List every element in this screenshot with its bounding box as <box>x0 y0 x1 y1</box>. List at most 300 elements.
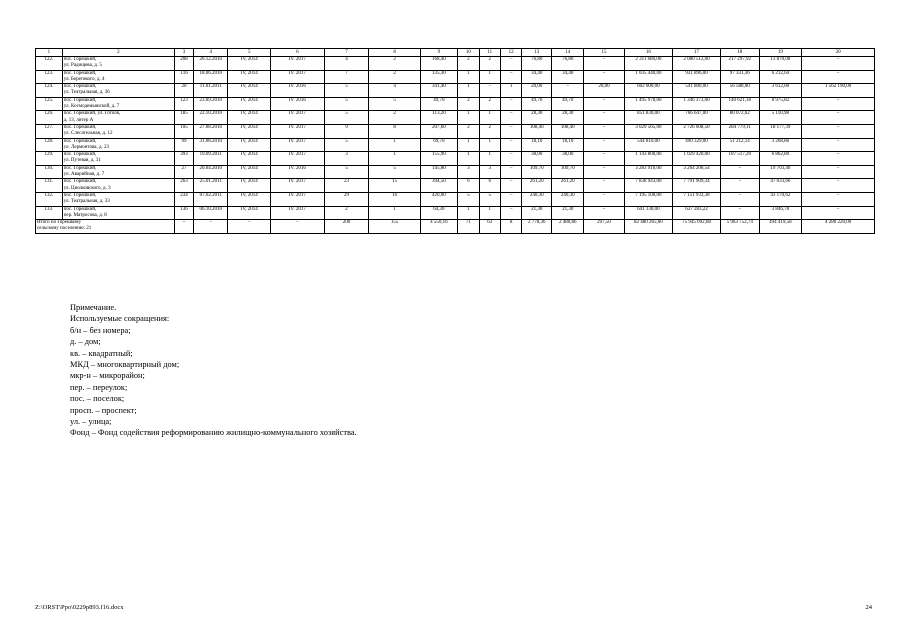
table-cell-c20: – <box>802 57 875 71</box>
table-cell-c9: 49,70 <box>420 97 457 111</box>
table-cell-c13: 261,20 <box>522 179 552 193</box>
table-cell-c9: 113,20 <box>420 111 457 125</box>
table-cell-c5: IV, 2014 <box>228 152 271 166</box>
table-cell-c17: 7 791 909,34 <box>672 179 720 193</box>
column-number-cell: 13 <box>522 49 552 57</box>
table-cell-c15: – <box>584 111 625 125</box>
address-line-1: пос. Горешкий, ул. Гоголя, <box>63 111 121 117</box>
table-cell-c18: 217 297,92 <box>721 57 759 71</box>
table-cell-c14: 76,80 <box>552 57 584 71</box>
table-cell-c5: IV, 2014 <box>228 165 271 179</box>
address-line-2: ул. Радищева, д. 5 <box>63 63 102 69</box>
table-cell-c20: – <box>802 179 875 193</box>
table-cell-c7: 9 <box>324 124 369 138</box>
address-line-1: пос. Горешкий, <box>63 192 97 198</box>
address-cell <box>62 179 174 193</box>
table-cell-c9: 394,50 <box>420 179 457 193</box>
abbreviation-item: б/н – без номера; <box>70 325 131 335</box>
table-cell-c16: 3 029 565,00 <box>624 124 672 138</box>
abbreviation-item: д. – дом; <box>70 337 101 347</box>
table-cell-c11: 6 <box>479 179 500 193</box>
abbreviation-item: МКД – многоквартирный дом; <box>70 360 180 370</box>
table-cell-c17: 1 029 420,00 <box>672 152 720 166</box>
abbreviations-heading: Используемые сокращения: <box>70 314 170 324</box>
table-cell-c6: IV. 2017 <box>271 124 324 138</box>
table-cell-c7: 5 <box>324 138 369 152</box>
address-line-2: ул. Берегового, д. 4 <box>63 76 105 82</box>
table-cell-c3: 99 <box>174 138 193 152</box>
address-line-1: пос. Горешкий, <box>63 165 97 171</box>
total-cell-c18: 5 963 752,74 <box>721 220 759 234</box>
table-cell-c14: 109,70 <box>552 165 584 179</box>
row-number-cell: 128. <box>36 138 63 152</box>
table-cell-c10: 2 <box>458 57 479 71</box>
column-number-cell: 7 <box>324 49 369 57</box>
table-cell-c14: – <box>552 84 584 98</box>
column-number-cell: 12 <box>500 49 521 57</box>
total-cell-c4: – <box>194 220 228 234</box>
table-cell-c17: 3 264 206,54 <box>672 165 720 179</box>
row-number-cell: 133. <box>36 206 63 220</box>
address-cell <box>62 138 174 152</box>
table-cell-c3: 185 <box>174 111 193 125</box>
table-cell-c18: 80 072,02 <box>721 111 759 125</box>
table-cell-c17: 931 896,00 <box>672 70 720 84</box>
table-cell-c9: 155,90 <box>420 152 457 166</box>
table-cell-c15: – <box>584 57 625 71</box>
table-cell-c5: IV, 2014 <box>228 70 271 84</box>
table-cell-c4: 22.10.2010 <box>194 111 228 125</box>
table-cell-c19: 6 212,64 <box>759 70 802 84</box>
address-cell <box>62 124 174 138</box>
table-cell-c6: IV. 2017 <box>271 206 324 220</box>
table-cell-c16: 7 838 943,00 <box>624 179 672 193</box>
table-cell-c20: – <box>802 124 875 138</box>
table-row <box>36 165 875 179</box>
column-number-cell: 19 <box>759 49 802 57</box>
address-cell <box>62 84 174 98</box>
table-cell-c4: 31.08.2010 <box>194 138 228 152</box>
table-cell-c4: 06.10.2010 <box>194 206 228 220</box>
table-cell-c15: – <box>584 192 625 206</box>
table-cell-c12: – <box>500 138 521 152</box>
table-cell-c3: 234 <box>174 192 193 206</box>
table-cell-c17: 2 080 512,00 <box>672 57 720 71</box>
table-cell-c14: 34,40 <box>552 70 584 84</box>
table-cell-c7: 2 <box>324 206 369 220</box>
address-line-2: ул. Космодемьянской, д. 7 <box>63 104 120 110</box>
abbreviation-item: Фонд – Фонд содействия реформированию жилищно-коммунального хозяйства. <box>70 428 357 438</box>
table-cell-c20: – <box>802 97 875 111</box>
abbreviation-item: пос. – поселок; <box>70 394 125 404</box>
table-cell-c3: 263 <box>174 179 193 193</box>
table-cell-c16: 1 035 440,00 <box>624 70 672 84</box>
address-line-2: д. 13, литер А <box>63 117 94 123</box>
table-cell-c15: 20,00 <box>584 84 625 98</box>
table-cell-c19: 13 870,08 <box>759 57 802 71</box>
total-cell-c17: 75 945 092,68 <box>672 220 720 234</box>
table-cell-c16: 3 283 910,00 <box>624 165 672 179</box>
table-cell-c13: 49,70 <box>522 97 552 111</box>
table-cell-c11: 1 <box>479 206 500 220</box>
column-number-cell: 17 <box>672 49 720 57</box>
table-row <box>36 111 875 125</box>
address-cell <box>62 97 174 111</box>
table-cell-c13: 108,40 <box>522 124 552 138</box>
table-cell-c20: 1 562 190,00 <box>802 84 875 98</box>
table-cell-c8: 4 <box>369 84 420 98</box>
total-cell-c5: – <box>228 220 271 234</box>
table-cell-c11: 5 <box>479 192 500 206</box>
column-number-cell: 18 <box>721 49 759 57</box>
table-row <box>36 84 875 98</box>
table-row <box>36 192 875 206</box>
table-cell-c16: 1 143 800,00 <box>624 152 672 166</box>
column-number-cell: 10 <box>458 49 479 57</box>
abbreviations-list <box>70 325 357 439</box>
table-cell-c4: 19.09.2011 <box>194 152 228 166</box>
total-cell-c14: 2 480,86 <box>552 220 584 234</box>
table-cell-c16: 602 000,00 <box>624 84 672 98</box>
table-cell-c10: 1 <box>458 111 479 125</box>
table-cell-c11: 2 <box>479 57 500 71</box>
table-cell-c17: 637 283,22 <box>672 206 720 220</box>
total-cell-c7: 206 <box>324 220 369 234</box>
table-cell-c9: 145,80 <box>420 165 457 179</box>
table-cell-c15: – <box>584 138 625 152</box>
column-number-cell: 1 <box>36 49 63 57</box>
table-cell-c20: – <box>802 152 875 166</box>
table-row <box>36 179 875 193</box>
table-cell-c20: – <box>802 70 875 84</box>
table-cell-c15: – <box>584 124 625 138</box>
table-cell-c15: – <box>584 70 625 84</box>
table-cell-c4: 20.04.2010 <box>194 165 228 179</box>
table-cell-c16: 2 311 680,00 <box>624 57 672 71</box>
row-number-cell: 125. <box>36 97 63 111</box>
table-cell-c10: 1 <box>458 138 479 152</box>
table-row <box>36 152 875 166</box>
table-cell-c6: IV. 2017 <box>271 192 324 206</box>
table-cell-c15: – <box>584 206 625 220</box>
address-line-2: ул. Циолковского, д. 3 <box>63 185 111 191</box>
address-line-2: ул. Аварийная, д. 7 <box>63 172 105 178</box>
total-cell-c20: 4 280 220,00 <box>802 220 875 234</box>
table-cell-c19: 43 170,62 <box>759 192 802 206</box>
table-cell-c5: IV, 2014 <box>228 111 271 125</box>
table-cell-c9: 420,00 <box>420 192 457 206</box>
table-row <box>36 124 875 138</box>
table-cell-c17: 7 151 933,38 <box>672 192 720 206</box>
abbreviation-item: просп. – проспект; <box>70 405 137 415</box>
table-cell-c4: 27.08.2010 <box>194 124 228 138</box>
total-cell-c9: 4 550,16 <box>420 220 457 234</box>
row-number-cell: 127. <box>36 124 63 138</box>
column-number-cell: 15 <box>584 49 625 57</box>
row-number-cell: 124. <box>36 84 63 98</box>
table-cell-c9: 168,40 <box>420 57 457 71</box>
address-line-2: ул. Слесательная, д. 12 <box>63 131 113 137</box>
column-number-cell: 14 <box>552 49 584 57</box>
table-row <box>36 138 875 152</box>
data-table <box>35 48 875 234</box>
table-cell-c5: IV, 2014 <box>228 138 271 152</box>
table-cell-c18: 97 331,36 <box>721 70 759 84</box>
table-cell-c4: 20.12.2010 <box>194 57 228 71</box>
table-cell-c8: 1 <box>369 152 420 166</box>
table-cell-c8: 2 <box>369 70 420 84</box>
total-label-cell <box>36 220 175 234</box>
table-cell-c8: 5 <box>369 97 420 111</box>
table-cell-c19: 3 846,78 <box>759 206 802 220</box>
table-cell-c13: 18,10 <box>522 138 552 152</box>
column-number-cell: 5 <box>228 49 271 57</box>
table-cell-c13: 20,00 <box>522 84 552 98</box>
table-cell-c12: – <box>500 124 521 138</box>
table-cell-c10: 2 <box>458 124 479 138</box>
table-cell-c18: – <box>721 165 759 179</box>
table-cell-c10: 1 <box>458 152 479 166</box>
table-cell-c7: 5 <box>324 84 369 98</box>
row-number-cell: 132. <box>36 192 63 206</box>
row-number-cell: 126. <box>36 111 63 125</box>
table-cell-c3: 20 <box>174 84 193 98</box>
table-cell-c8: 5 <box>369 165 420 179</box>
table-cell-c3: 105 <box>174 124 193 138</box>
column-number-cell: 11 <box>479 49 500 57</box>
table-cell-c14: 240,30 <box>552 192 584 206</box>
page-number: 24 <box>865 604 872 611</box>
table-cell-c20: – <box>802 111 875 125</box>
table-cell-c5: IV, 2014 <box>228 84 271 98</box>
table-cell-c18: 284 779,11 <box>721 124 759 138</box>
address-line-1: пос. Горешкий, <box>63 206 97 212</box>
total-cell-c13: 2 778,36 <box>522 220 552 234</box>
total-cell-c11: 63 <box>479 220 500 234</box>
total-cell-c6: – <box>271 220 324 234</box>
address-line-1: пос. Горешкий, <box>63 57 97 62</box>
table-cell-c12: – <box>500 165 521 179</box>
table-row <box>36 97 875 111</box>
table-cell-c5: IV, 2014 <box>228 97 271 111</box>
row-number-cell: 130. <box>36 165 63 179</box>
address-line-2: ул. Театральная, д. 33 <box>63 199 110 205</box>
table-cell-c9: 69,70 <box>420 138 457 152</box>
address-line-1: пос. Горешкий, <box>63 84 97 90</box>
table-cell-c18: 107 517,20 <box>721 152 759 166</box>
table-cell-c13: 76,80 <box>522 57 552 71</box>
table-cell-c16: 1 495 970,00 <box>624 97 672 111</box>
table-cell-c9: 64,30 <box>420 206 457 220</box>
address-cell <box>62 111 174 125</box>
total-cell-c16: 82 480 265,00 <box>624 220 672 234</box>
table-cell-c10: 2 <box>458 97 479 111</box>
table-cell-c11: 3 <box>479 165 500 179</box>
table-cell-c17: 490 329,00 <box>672 138 720 152</box>
table-cell-c18: – <box>721 179 759 193</box>
table-cell-c6: IV. 2017 <box>271 152 324 166</box>
notes-heading: Примечание. <box>70 303 117 312</box>
table-cell-c4: 23.09.2010 <box>194 97 228 111</box>
footer-file-path: Z:\ORST\Ppo\0229p893.f16.docx <box>35 604 124 611</box>
column-number-cell: 2 <box>62 49 174 57</box>
table-cell-c9: 135,30 <box>420 70 457 84</box>
table-cell-c19: 3 268,86 <box>759 138 802 152</box>
abbreviation-item: пер. – переулок; <box>70 382 128 392</box>
table-cell-c18: 140 621,18 <box>721 97 759 111</box>
table-cell-c14: 108,40 <box>552 124 584 138</box>
table-cell-c5: IV, 2014 <box>228 57 271 71</box>
table-cell-c7: 23 <box>324 179 369 193</box>
table-cell-c19: 19 703,46 <box>759 165 802 179</box>
table-cell-c11: 1 <box>479 152 500 166</box>
table-cell-c3: 136 <box>174 206 193 220</box>
table-cell-c10: 3 <box>458 165 479 179</box>
table-cell-c12: – <box>500 152 521 166</box>
table-cell-c15: – <box>584 179 625 193</box>
table-cell-c14: 28,30 <box>552 111 584 125</box>
table-cell-c5: IV, 2014 <box>228 206 271 220</box>
table-cell-c4: 25.01.2011 <box>194 179 228 193</box>
table-cell-c8: 15 <box>369 179 420 193</box>
table-cell-c11: 2 <box>479 97 500 111</box>
table-cell-c19: 18 177,39 <box>759 124 802 138</box>
address-cell <box>62 165 174 179</box>
table-cell-c13: 21,30 <box>522 206 552 220</box>
column-number-cell: 9 <box>420 49 457 57</box>
table-cell-c10: 1 <box>458 70 479 84</box>
table-cell-c18: 51 212,14 <box>721 138 759 152</box>
table-cell-c3: 208 <box>174 57 193 71</box>
table-cell-c4: 11.01.2011 <box>194 84 228 98</box>
table-cell-c6: IV. 2016 <box>271 97 324 111</box>
table-cell-c7: 5 <box>324 97 369 111</box>
table-row <box>36 206 875 220</box>
address-line-1: пос. Горешкий, <box>63 124 97 130</box>
table-cell-c14: 49,70 <box>552 97 584 111</box>
table-cell-c15: – <box>584 165 625 179</box>
table-cell-c3: 27 <box>174 165 193 179</box>
table-cell-c3: 116 <box>174 70 193 84</box>
table-cell-c11: 2 <box>479 124 500 138</box>
table-cell-c5: IV, 2014 <box>228 192 271 206</box>
total-row <box>36 220 875 234</box>
table-cell-c8: 16 <box>369 192 420 206</box>
table-cell-c6: IV. 2017 <box>271 179 324 193</box>
address-cell <box>62 206 174 220</box>
table-cell-c15: – <box>584 152 625 166</box>
address-cell <box>62 70 174 84</box>
table-cell-c4: 07.02.2011 <box>194 192 228 206</box>
address-cell <box>62 152 174 166</box>
table-cell-c17: 766 647,00 <box>672 111 720 125</box>
table-cell-c12: – <box>500 192 521 206</box>
table-cell-c10: 1 <box>458 84 479 98</box>
table-cell-c20: – <box>802 206 875 220</box>
address-line-2: ул. Лермонтова, д. 23 <box>63 144 110 150</box>
table-cell-c18: – <box>721 206 759 220</box>
table-cell-c14: 261,20 <box>552 179 584 193</box>
table-cell-c19: 6 862,80 <box>759 152 802 166</box>
table-cell-c10: 6 <box>458 179 479 193</box>
table-cell-c17: 1 346 373,00 <box>672 97 720 111</box>
table-row <box>36 57 875 71</box>
table-cell-c12: – <box>500 70 521 84</box>
table-cell-c4: 18.06.2010 <box>194 70 228 84</box>
table-cell-c15: – <box>584 97 625 111</box>
table-cell-c12: – <box>500 111 521 125</box>
table-cell-c17: 541 800,00 <box>672 84 720 98</box>
total-label-line-1: Итого по Горешкому <box>37 220 82 226</box>
abbreviation-item: ул. – улица; <box>70 417 112 427</box>
table-row <box>36 70 875 84</box>
table-cell-c9: 341,40 <box>420 84 457 98</box>
table-cell-c16: 641 130,00 <box>624 206 672 220</box>
table-cell-c19: 3 612,00 <box>759 84 802 98</box>
address-line-1: пос. Горешкий, <box>63 152 97 158</box>
table-cell-c8: 2 <box>369 57 420 71</box>
table-cell-c12: – <box>500 206 521 220</box>
table-cell-c7: 4 <box>324 57 369 71</box>
notes-section <box>70 302 357 439</box>
table-cell-c19: 8 975,82 <box>759 97 802 111</box>
address-line-1: пос. Горешкий, <box>63 70 97 76</box>
table-cell-c12: – <box>500 57 521 71</box>
table-cell-c6: IV. 2017 <box>271 138 324 152</box>
table-cell-c6: IV. 2017 <box>271 70 324 84</box>
column-number-row <box>36 49 875 57</box>
total-cell-c3: – <box>174 220 193 234</box>
table-cell-c7: 5 <box>324 111 369 125</box>
total-cell-c8: 155 <box>369 220 420 234</box>
table-cell-c11: 1 <box>479 111 500 125</box>
table-cell-c6: IV. 2017 <box>271 111 324 125</box>
column-number-cell: 4 <box>194 49 228 57</box>
table-cell-c8: 8 <box>369 124 420 138</box>
address-cell <box>62 57 174 71</box>
table-cell-c6: IV. 2016 <box>271 84 324 98</box>
table-cell-c10: 1 <box>458 206 479 220</box>
column-number-cell: 8 <box>369 49 420 57</box>
table-cell-c13: 38,00 <box>522 152 552 166</box>
table-cell-c7: 3 <box>324 152 369 166</box>
table-cell-c18: 56 588,00 <box>721 84 759 98</box>
table-cell-c5: IV, 2014 <box>228 124 271 138</box>
table-cell-c20: – <box>802 138 875 152</box>
address-line-2: пер. Матросова, д. 8 <box>63 212 107 218</box>
total-cell-c15: 297,50 <box>584 220 625 234</box>
table-cell-c6: IV. 2017 <box>271 57 324 71</box>
table-cell-c13: 240,30 <box>522 192 552 206</box>
table-cell-c12: – <box>500 97 521 111</box>
table-cell-c14: 38,00 <box>552 152 584 166</box>
table-cell-c13: 28,30 <box>522 111 552 125</box>
table-cell-c20: – <box>802 192 875 206</box>
table-cell-c14: 18,10 <box>552 138 584 152</box>
table-cell-c18: – <box>721 192 759 206</box>
abbreviation-item: кв. – квадратный; <box>70 348 133 358</box>
table-cell-c11: 1 <box>479 70 500 84</box>
address-line-2: ул. Театральная, д. 36 <box>63 90 110 96</box>
row-number-cell: 129. <box>36 152 63 166</box>
table-cell-c8: 1 <box>369 138 420 152</box>
table-cell-c3: 393 <box>174 152 193 166</box>
table-cell-c7: 7 <box>324 70 369 84</box>
table-cell-c11: – <box>479 84 500 98</box>
row-number-cell: 131. <box>36 179 63 193</box>
table-cell-c3: 123 <box>174 97 193 111</box>
table-cell-c20: – <box>802 165 875 179</box>
